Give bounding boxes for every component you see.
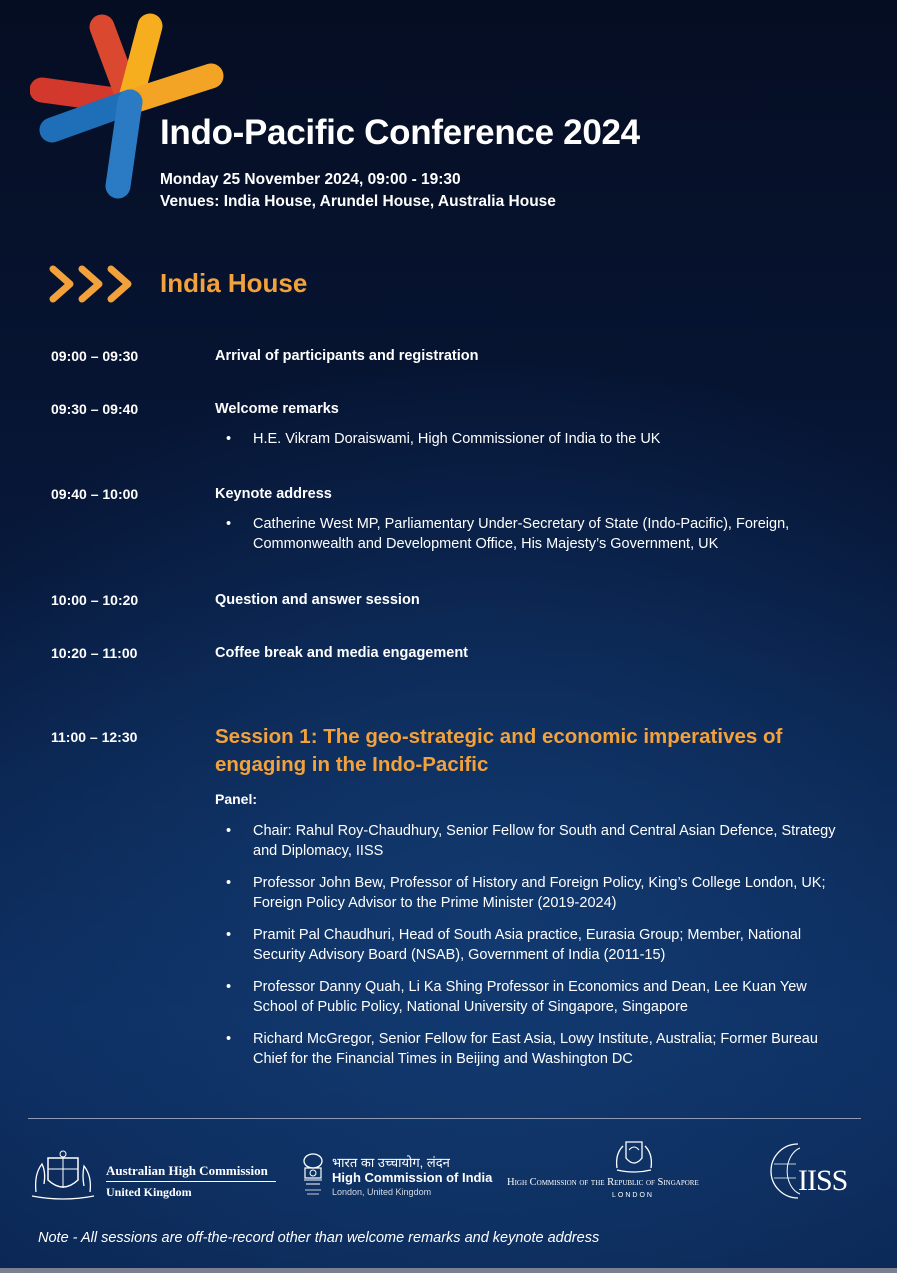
chevrons-right-icon: [48, 263, 142, 305]
speaker-item: • H.E. Vikram Doraiswami, High Commissioner of India to the UK: [215, 429, 855, 449]
agenda-title: Arrival of participants and registration: [215, 348, 479, 364]
australia-sub: United Kingdom: [106, 1185, 192, 1199]
india-name: High Commission of India: [332, 1170, 493, 1185]
panelist-item: • Pramit Pal Chaudhuri, Head of South Asia practice, Eurasia Group; Member, National Security Advisory Board (NSAB), Government of India (2011-15): [215, 925, 855, 965]
india-logo: [300, 1140, 500, 1210]
iiss-logo: [768, 1140, 868, 1210]
section-title: India House: [160, 268, 308, 298]
singapore-logo: [505, 1140, 765, 1210]
panelist-item: • Chair: Rahul Roy-Chaudhury, Senior Fellow for South and Central Asian Defence, Strategy and Diplomacy, IISS: [215, 821, 855, 861]
india-sub: London, United Kingdom: [332, 1187, 432, 1197]
page-title: Indo-Pacific Conference 2024: [160, 113, 640, 152]
australia-crest-icon: [28, 1150, 98, 1202]
footer-note: Note - All sessions are off-the-record other than welcome remarks and keynote address: [38, 1230, 600, 1246]
agenda-title: Welcome remarks: [215, 401, 339, 417]
agenda-time: 10:00 – 10:20: [51, 592, 139, 608]
australia-rule: [106, 1181, 276, 1182]
agenda-time: 09:40 – 10:00: [51, 486, 139, 502]
event-venues: Venues: India House, Arundel House, Australia House: [160, 193, 556, 210]
agenda-time: 09:00 – 09:30: [51, 348, 139, 364]
agenda-title: Coffee break and media engagement: [215, 645, 469, 661]
panelist-item: • Richard McGregor, Senior Fellow for East Asia, Lowy Institute, Australia; Former Bureau Chief for the Financial Times in Beijing and Washington DC: [215, 1029, 855, 1069]
session-title: Session 1: The geo-strategic and economic imperatives of engaging in the Indo-Pacific: [215, 725, 783, 776]
india-hindi-name: भारत का उच्चायोग, लंदन: [332, 1155, 450, 1170]
agenda-time: 10:20 – 11:00: [51, 645, 138, 661]
singapore-name: High Commission of the Republic of Singapore: [507, 1177, 699, 1188]
agenda-title: Question and answer session: [215, 592, 420, 608]
australia-name: Australian High Commission: [106, 1163, 268, 1178]
bottom-strip: [0, 1268, 897, 1273]
event-date: Monday 25 November 2024, 09:00 - 19:30: [160, 171, 461, 188]
divider: [28, 1118, 861, 1119]
speaker-item: • Catherine West MP, Parliamentary Under-Secretary of State (Indo-Pacific), Foreign, Commonwealth and Development Office, His Majesty’s Government, UK: [215, 514, 855, 554]
session-time: 11:00 – 12:30: [51, 729, 138, 745]
singapore-sub: LONDON: [612, 1192, 654, 1199]
panelist-item: • Professor Danny Quah, Li Ka Shing Professor in Economics and Dean, Lee Kuan Yew School of Public Policy, National University of Singapore, Singapore: [215, 977, 855, 1017]
australia-logo: [28, 1140, 278, 1210]
agenda-time: 09:30 – 09:40: [51, 401, 139, 417]
panel-label: Panel:: [215, 791, 258, 807]
india-emblem-icon: [300, 1152, 326, 1198]
iiss-name: IISS: [798, 1164, 848, 1197]
agenda-title: Keynote address: [215, 486, 332, 502]
panelist-item: • Professor John Bew, Professor of History and Foreign Policy, King’s College London, UK; Foreign Policy Advisor to the Prime Minister (2019-2024): [215, 873, 855, 913]
singapore-crest-icon: [613, 1138, 655, 1174]
